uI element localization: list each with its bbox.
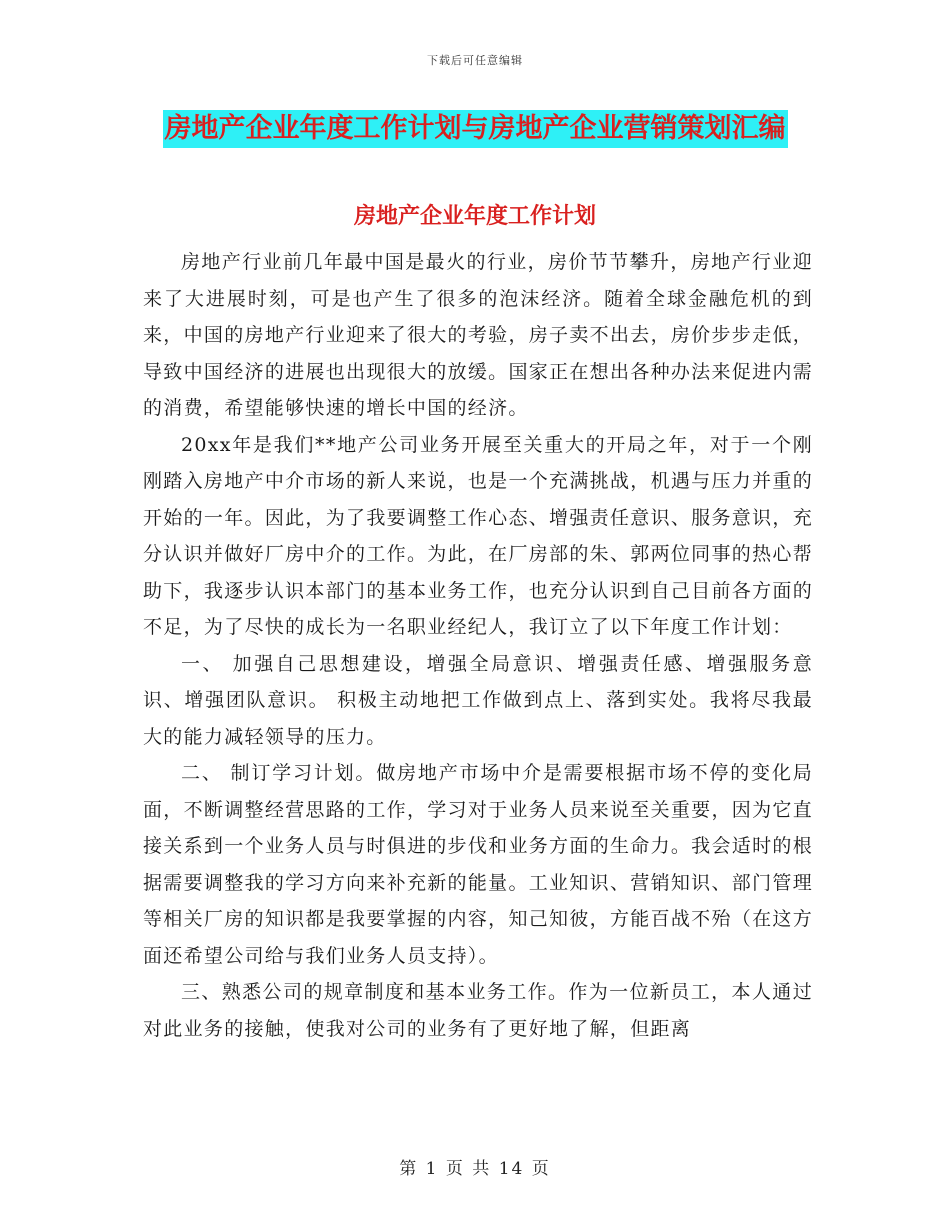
document-body [143, 244, 813, 1047]
header-note: 下载后可任意编辑 [427, 54, 523, 67]
main-title: 房地产企业年度工作计划与房地产企业营销策划汇编 [163, 110, 788, 148]
section-title: 房地产企业年度工作计划 [353, 203, 596, 229]
paragraph: 房地产行业前几年最中国是最火的行业，房价节节攀升，房地产行业迎来了大进展时刻，可是也产生了很多的泡沫经济。随着全球金融危机的到来，中国的房地产行业迎来了很大的考验，房子卖不出去，房价步步走低，导致中国经济的进展也出现很大的放缓。国家正在想出各种办法来促进内需的消费，希望能够快速的增长中国的经济。 [143, 251, 813, 419]
paragraph: 20xx年是我们**地产公司业务开展至关重大的开局之年，对于一个刚刚踏入房地产中介市场的新人来说，也是一个充满挑战，机遇与压力并重的开始的一年。因此，为了我要调整工作心态、增强责任意识、服务意识，充分认识并做好厂房中介的工作。为此，在厂房部的朱、郭两位同事的热心帮助下，我逐步认识本部门的基本业务工作，也充分认识到自己目前各方面的不足，为了尽快的成长为一名职业经纪人，我订立了以下年度工作计划： [143, 433, 813, 638]
paragraph: 三、熟悉公司的规章制度和基本业务工作。作为一位新员工，本人通过对此业务的接触，使我对公司的业务有了更好地了解，但距离 [143, 981, 813, 1040]
paragraph: 一、 加强自己思想建设，增强全局意识、增强责任感、增强服务意识、增强团队意识。 积极主动地把工作做到点上、落到实处。我将尽我最大的能力减轻领导的压力。 [143, 652, 813, 748]
paragraph: 二、 制订学习计划。做房地产市场中介是需要根据市场不停的变化局面，不断调整经营思路的工作，学习对于业务人员来说至关重要，因为它直接关系到一个业务人员与时俱进的步伐和业务方面的生命力。我会适时的根据需要调整我的学习方向来补充新的能量。工业知识、营销知识、部门管理等相关厂房的知识都是我要掌握的内容，知己知彼，方能百战不殆（在这方面还希望公司给与我们业务人员支持）。 [143, 762, 813, 967]
main-title-wrap [0, 110, 950, 148]
page-number: 第 1 页 共 14 页 [399, 1159, 551, 1179]
